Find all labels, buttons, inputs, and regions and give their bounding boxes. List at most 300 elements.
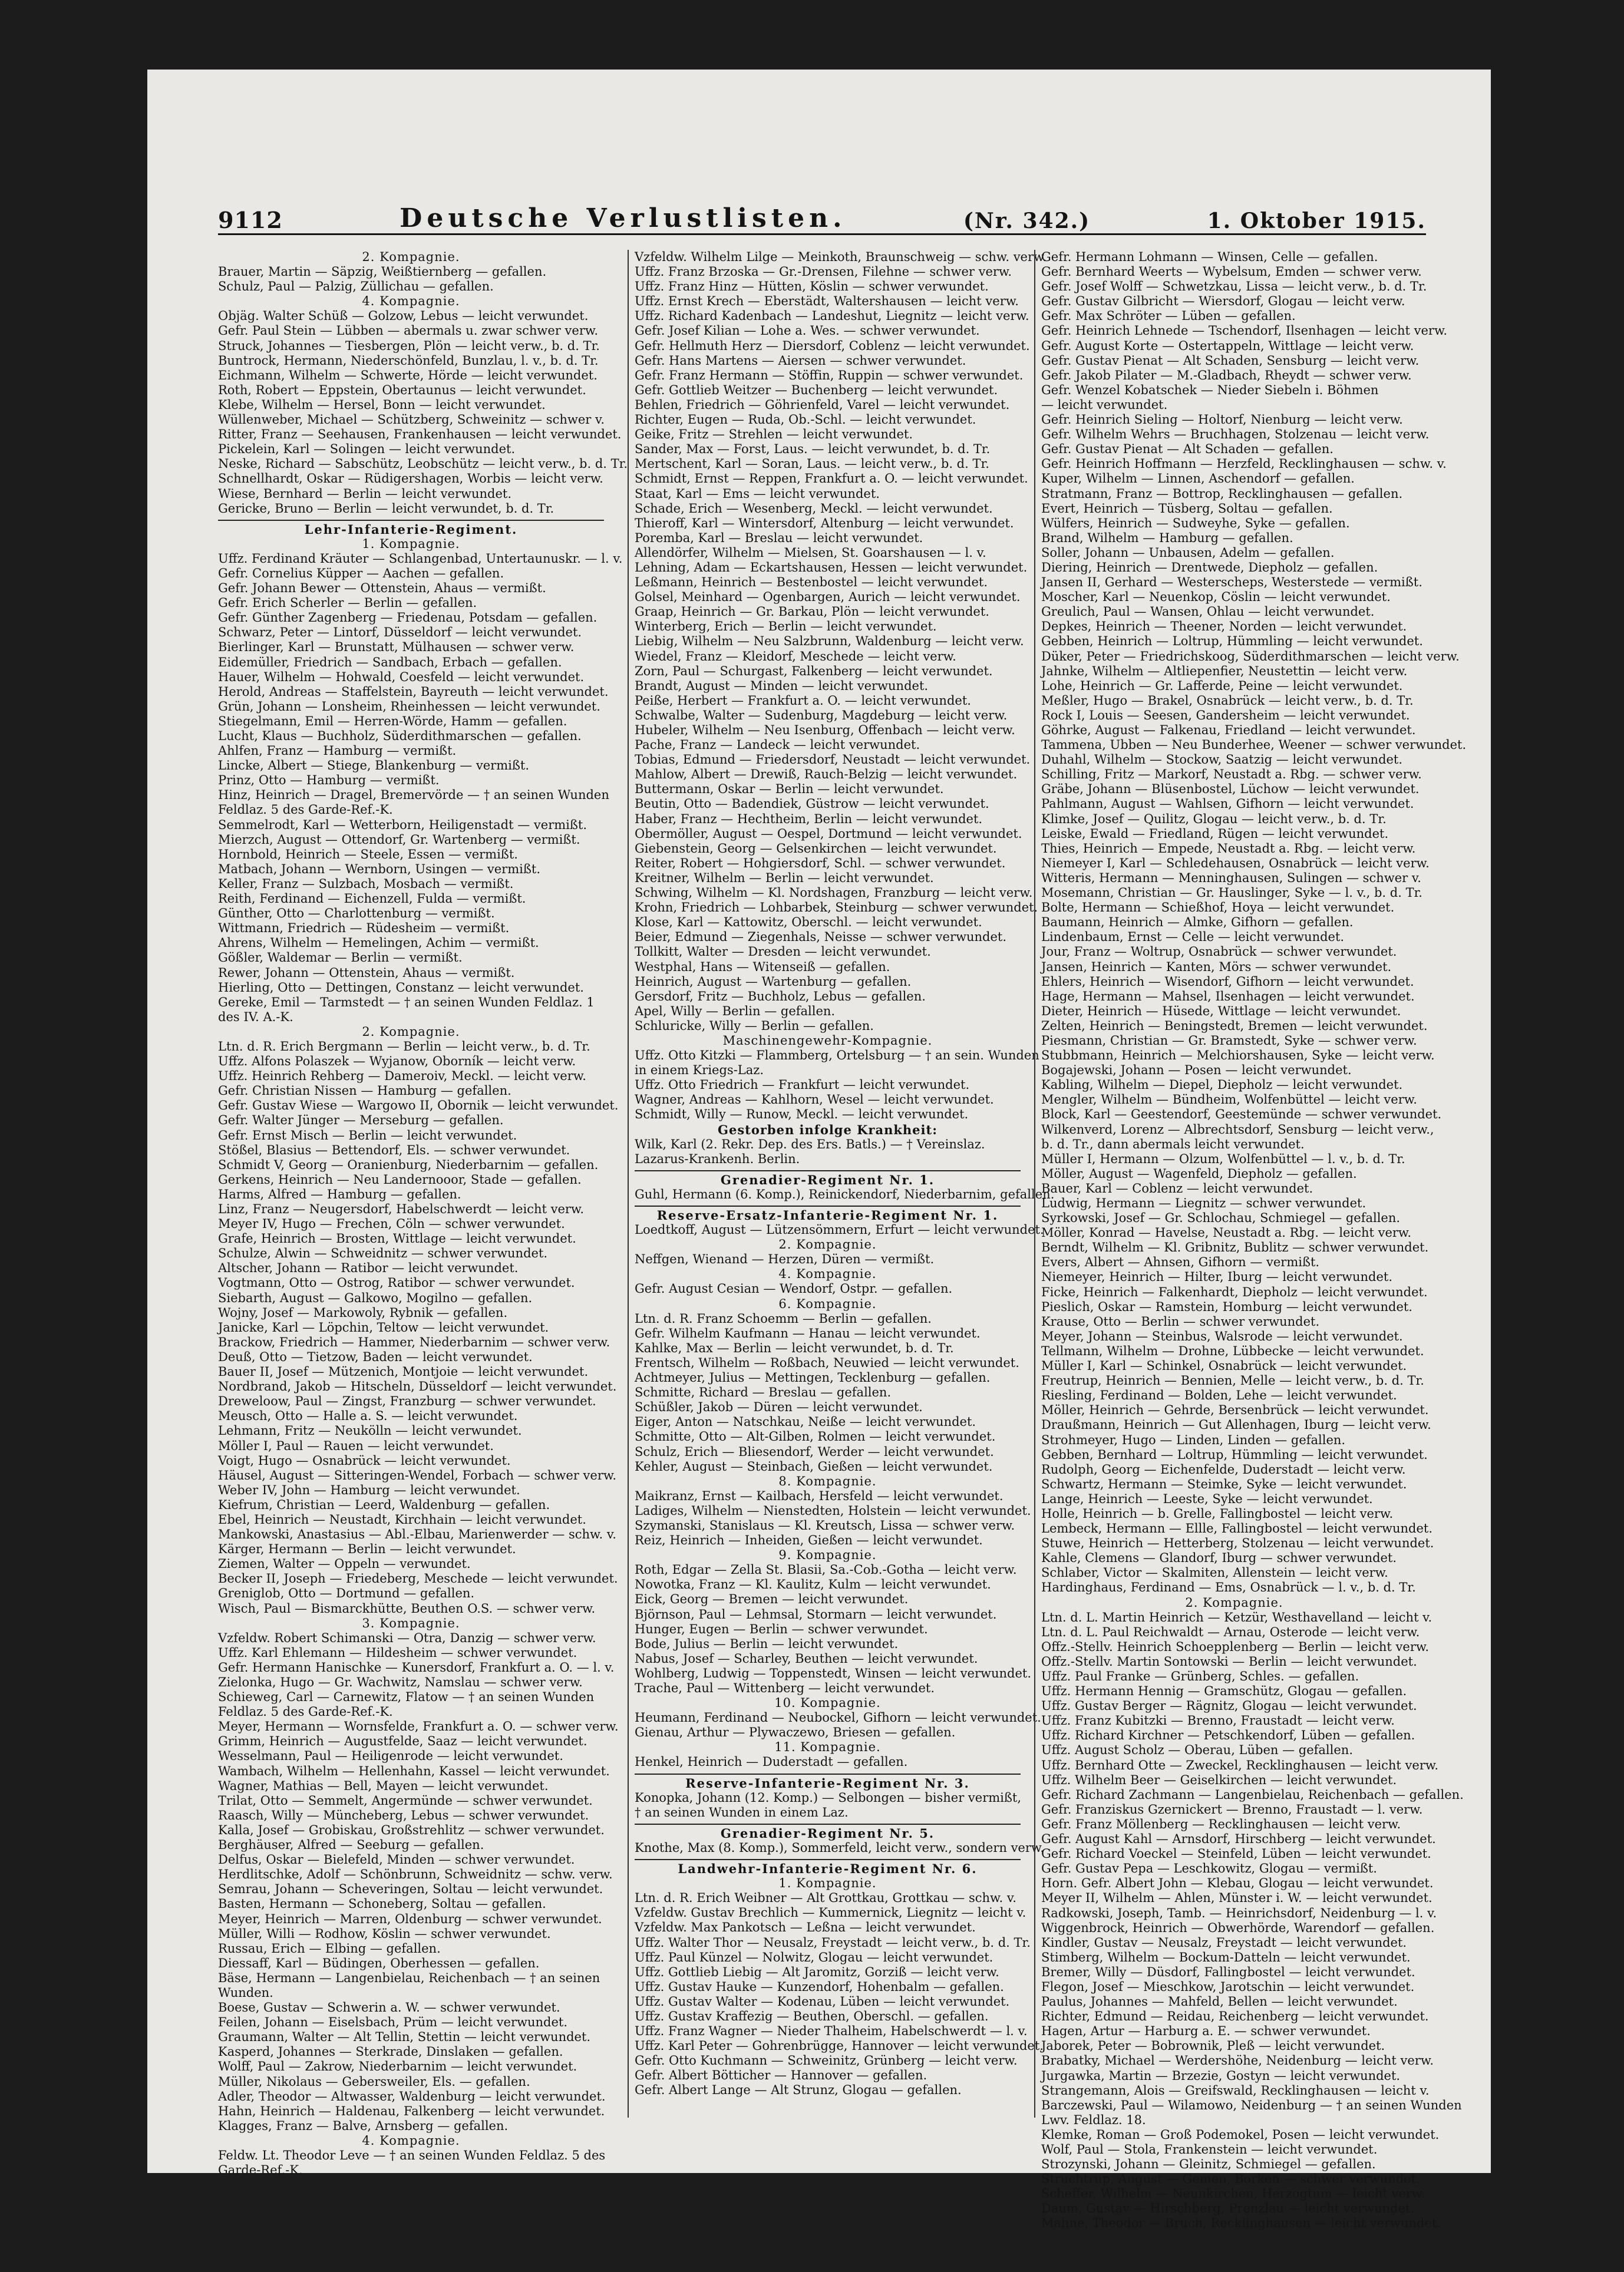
casualty-entry: Gefr. Wilhelm Kaufmann — Hanau — leicht verwundet. bbox=[635, 1326, 981, 1340]
casualty-entry: Müller I, Karl — Schinkel, Osnabrück — leicht verwundet. bbox=[1041, 1359, 1407, 1373]
casualty-entry: Bremer, Willy — Düsdorf, Fallingbostel — leicht verwundet. bbox=[1041, 1964, 1415, 1979]
casualty-entry: Piesmann, Christian — Gr. Bramstedt, Syke — schwer verw. bbox=[1041, 1033, 1417, 1048]
casualty-entry: Vzfeldw. Gustav Brechlich — Kummernick, Liegnitz — leicht v. bbox=[635, 1906, 1026, 1920]
regiment-heading: Lehr-Infanterie-Regiment. bbox=[218, 520, 604, 537]
casualty-entry: Ebel, Heinrich — Neustadt, Kirchhain — leicht verwundet. bbox=[218, 1512, 586, 1527]
casualty-entry: Bolte, Hermann — Schießhof, Hoya — leicht verwundet. bbox=[1041, 900, 1395, 915]
casualty-entry: Gefr. Johann Bewer — Ottenstein, Ahaus — vermißt. bbox=[218, 581, 546, 596]
casualty-entry: Bäse, Hermann — Langenbielau, Reichenbach — † an seinen bbox=[218, 1970, 600, 1985]
casualty-entry: Geike, Fritz — Strehlen — leicht verwundet. bbox=[635, 427, 913, 442]
casualty-entry: Boese, Gustav — Schwerin a. W. — schwer verwundet. bbox=[218, 2000, 560, 2015]
casualty-entry: Roth, Edgar — Zella St. Blasii, Sa.-Cob.-Gotha — leicht verw. bbox=[635, 1563, 1017, 1577]
casualty-entry: Peiße, Herbert — Frankfurt a. O. — leicht verwundet. bbox=[635, 693, 971, 708]
casualty-entry: Gefr. Wenzel Kobatschek — Nieder Siebeln i. Böhmen bbox=[1041, 382, 1379, 397]
casualty-entry: Henkel, Heinrich — Duderstadt — gefallen. bbox=[635, 1755, 908, 1769]
casualty-entry: Gefr. Ernst Misch — Berlin — leicht verwundet. bbox=[218, 1128, 517, 1142]
casualty-entry: Staat, Karl — Ems — leicht verwundet. bbox=[635, 486, 880, 501]
casualty-entry: Gefr. Günther Zagenberg — Friedenau, Potsdam — gefallen. bbox=[218, 610, 598, 625]
casualty-entry: Lucht, Klaus — Buchholz, Süderdithmarschen — gefallen. bbox=[218, 729, 582, 743]
casualty-entry: Uffz. Ferdinand Kräuter — Schlangenbad, Untertaunuskr. — l. v. bbox=[218, 551, 623, 566]
casualty-entry: Lincke, Albert — Stiege, Blankenburg — vermißt. bbox=[218, 758, 529, 773]
casualty-entry: Zelten, Heinrich — Beningstedt, Bremen — leicht verwundet. bbox=[1041, 1018, 1428, 1033]
casualty-entry: Siebarth, August — Galkowo, Mogilno — gefallen. bbox=[218, 1290, 533, 1305]
casualty-entry: Gräbe, Johann — Blüsenbostel, Lüchow — leicht verwundet. bbox=[1041, 782, 1420, 797]
company-heading: 10. Kompagnie. bbox=[774, 1696, 881, 1710]
casualty-entry: Holle, Heinrich — b. Grelle, Fallingbostel — leicht verw. bbox=[1041, 1506, 1394, 1521]
casualty-entry: Schluricke, Willy — Berlin — gefallen. bbox=[635, 1018, 874, 1033]
casualty-entry: Prinz, Otto — Hamburg — vermißt. bbox=[218, 773, 440, 788]
casualty-entry: Syrkowski, Josef — Gr. Schlochau, Schmiegel — gefallen. bbox=[1041, 1211, 1401, 1226]
casualty-entry: Grün, Johann — Lonsheim, Rheinhessen — leicht verwundet. bbox=[218, 699, 600, 714]
casualty-entry: Feldlaz. 5 des Garde-Ref.-K. bbox=[218, 803, 393, 817]
casualty-entry: Grafe, Heinrich — Brosten, Wittlage — leicht verwundet. bbox=[218, 1231, 576, 1246]
casualty-entry: Feilen, Johann — Eiselsbach, Prüm — leicht verwundet. bbox=[218, 2015, 567, 2030]
casualty-entry: Uffz. Gottlieb Liebig — Alt Jaromitz, Gorziß — leicht verw. bbox=[635, 1964, 999, 1979]
casualty-entry: Gefr. Gustav Pienat — Alt Schaden, Sensburg — leicht verw. bbox=[1041, 353, 1420, 368]
casualty-entry: Jaborek, Peter — Bobrownik, Pleß — leicht verwundet. bbox=[1041, 2039, 1385, 2053]
company-heading: 4. Kompagnie. bbox=[362, 2133, 460, 2148]
casualty-entry: Giebenstein, Georg — Gelsenkirchen — leicht verwundet. bbox=[635, 841, 997, 856]
casualty-entry: Greniglob, Otto — Dortmund — gefallen. bbox=[218, 1586, 475, 1601]
casualty-entry: Beutin, Otto — Badendiek, Güstrow — leicht verwundet. bbox=[635, 797, 989, 811]
casualty-entry: Struchtrup, August — Gemen, Borken — schwer verwundet. bbox=[1041, 2172, 1420, 2187]
casualty-entry: Schmidt, Ernst — Reppen, Frankfurt a. O. — leicht verwundet. bbox=[635, 471, 1028, 486]
regiment-heading: Reserve-Ersatz-Infanterie-Regiment Nr. 1. bbox=[635, 1206, 1021, 1223]
casualty-entry: Vzfeldw. Robert Schimanski — Otra, Danzig — schwer verw. bbox=[218, 1630, 596, 1645]
casualty-entry: Meusch, Otto — Halle a. S. — leicht verwundet. bbox=[218, 1409, 518, 1424]
casualty-entry: Mankowski, Anastasius — Abl.-Elbau, Marienwerder — schw. v. bbox=[218, 1527, 616, 1542]
casualty-entry: Garde-Ref.-K. bbox=[218, 2163, 303, 2178]
casualty-entry: b. d. Tr., dann abermals leicht verwundet. bbox=[1041, 1137, 1305, 1151]
casualty-entry: Thies, Heinrich — Empede, Neustadt a. Rbg. — leicht verw. bbox=[1041, 841, 1416, 856]
casualty-entry: Lindenbaum, Ernst — Celle — leicht verwundet. bbox=[1041, 930, 1345, 945]
company-heading: 11. Kompagnie. bbox=[774, 1740, 881, 1755]
casualty-entry: Uffz. Hermann Hennig — Gramschütz, Glogau — gefallen. bbox=[1041, 1684, 1407, 1699]
casualty-entry: Uffz. Gustav Berger — Rägnitz, Glogau — leicht verwundet. bbox=[1041, 1699, 1417, 1713]
casualty-entry: Zielonka, Hugo — Gr. Wachwitz, Namslau — schwer verw. bbox=[218, 1675, 583, 1689]
casualty-entry: Heumann, Ferdinand — Neubockel, Gifhorn — leicht verwundet. bbox=[635, 1710, 1041, 1725]
casualty-entry: Lwv. Feldlaz. 18. bbox=[1041, 2112, 1146, 2127]
casualty-entry: Gefr. Wilhelm Wehrs — Bruchhagen, Stolzenau — leicht verw. bbox=[1041, 427, 1430, 442]
casualty-entry: Uffz. Franz Kubitzki — Brenno, Fraustadt — leicht verw. bbox=[1041, 1713, 1395, 1728]
casualty-entry: Uffz. Paul Künzel — Nolwitz, Glogau — leicht verwundet. bbox=[635, 1950, 993, 1964]
scanned-page bbox=[147, 70, 1491, 2231]
casualty-entry: Klose, Karl — Kattowitz, Oberschl. — leicht verwundet. bbox=[635, 915, 982, 930]
casualty-entry: Objäg. Walter Schüß — Golzow, Lebus — leicht verwundet. bbox=[218, 309, 589, 323]
regiment-heading: Grenadier-Regiment Nr. 5. bbox=[635, 1824, 1021, 1841]
casualty-entry: Pieslich, Oskar — Ramstein, Homburg — leicht verwundet. bbox=[1041, 1299, 1412, 1314]
casualty-entry: Ltn. d. R. Franz Schoemm — Berlin — gefallen. bbox=[635, 1311, 932, 1326]
casualty-entry: Uffz. Franz Hinz — Hütten, Köslin — schwer verwundet. bbox=[635, 279, 989, 294]
casualty-entry: Leiske, Ewald — Friedland, Rügen — leicht verwundet. bbox=[1041, 826, 1389, 841]
casualty-entry: Gebben, Bernhard — Loltrup, Hümmling — leicht verwundet. bbox=[1041, 1447, 1428, 1462]
casualty-entry: Jour, Franz — Woltrup, Osnabrück — schwer verwundet. bbox=[1041, 945, 1397, 959]
casualty-entry: Pickelein, Karl — Solingen — leicht verwundet. bbox=[218, 442, 516, 457]
casualty-entry: Winterberg, Erich — Berlin — leicht verwundet. bbox=[635, 619, 937, 634]
casualty-entry: Schwarz, Peter — Lintorf, Düsseldorf — leicht verwundet. bbox=[218, 625, 582, 640]
casualty-entry: Ritter, Franz — Seehausen, Frankenhausen — leicht verwundet. bbox=[218, 427, 622, 442]
casualty-entry: Gefr. Richard Zachmann — Langenbielau, Reichenbach — gefallen. bbox=[1041, 1787, 1464, 1802]
casualty-entry: Semmelrodt, Karl — Wetterborn, Heiligenstadt — vermißt. bbox=[218, 817, 587, 832]
casualty-entry: Niemeyer, Heinrich — Hilter, Iburg — leicht verwundet. bbox=[1041, 1270, 1392, 1284]
casualty-entry: Hierling, Otto — Dettingen, Constanz — leicht verwundet. bbox=[218, 980, 584, 995]
casualty-entry: Uffz. Gustav Walter — Kodenau, Lüben — leicht verwundet. bbox=[635, 1994, 1010, 2009]
casualty-entry: † an seinen Wunden in einem Laz. bbox=[635, 1805, 849, 1819]
casualty-entry: Barczewski, Paul — Wilamowo, Neidenburg — † an seinen Wunden bbox=[1041, 2098, 1462, 2112]
casualty-entry: Leßmann, Heinrich — Bestenbostel — leicht verwundet. bbox=[635, 575, 988, 590]
casualty-entry: Schwing, Wilhelm — Kl. Nordshagen, Franzburg — leicht verw. bbox=[635, 886, 1033, 900]
casualty-entry: Strozynski, Johann — Gleinitz, Schmiegel — gefallen. bbox=[1041, 2157, 1376, 2172]
casualty-entry: Herdlitschke, Adolf — Schönbrunn, Schweidnitz — schw. verw. bbox=[218, 1867, 613, 1882]
casualty-entry: in einem Kriegs-Laz. bbox=[635, 1063, 764, 1078]
casualty-entry: Berndt, Wilhelm — Kl. Gribnitz, Bublitz — schwer verwundet. bbox=[1041, 1240, 1429, 1255]
casualty-entry: Beier, Edmund — Ziegenhals, Neisse — schwer verwundet. bbox=[635, 930, 1007, 945]
casualty-entry: Meyer IV, Hugo — Frechen, Cöln — schwer verwundet. bbox=[218, 1217, 565, 1231]
casualty-entry: Ltn. d. R. Erich Bergmann — Berlin — leicht verw., b. d. Tr. bbox=[218, 1039, 590, 1054]
company-heading: 6. Kompagnie. bbox=[778, 1296, 877, 1311]
casualty-entry: Uffz. Walter Thor — Neusalz, Freystadt — leicht verw., b. d. Tr. bbox=[635, 1935, 1031, 1950]
casualty-entry: Brackow, Friedrich — Hammer, Niederbarnim — schwer verw. bbox=[218, 1335, 610, 1349]
casualty-entry: Gefr. Josef Kilian — Lohe a. Wes. — schwer verwundet. bbox=[635, 323, 980, 338]
casualty-entry: Schlaber, Victor — Skalmiten, Allenstein — leicht verw. bbox=[1041, 1566, 1388, 1580]
casualty-entry: Behlen, Friedrich — Göhrienfeld, Varel — leicht verwundet. bbox=[635, 397, 1010, 412]
casualty-entry: Konopka, Johann (12. Komp.) — Selbongen — bisher vermißt, bbox=[635, 1790, 1022, 1805]
casualty-entry: Ziemen, Walter — Oppeln — verwundet. bbox=[218, 1557, 471, 1571]
casualty-entry: Schmidt V, Georg — Oranienburg, Niederbarnim — gefallen. bbox=[218, 1157, 599, 1172]
casualty-entry: Gößler, Waldemar — Berlin — vermißt. bbox=[218, 950, 463, 965]
casualty-entry: Kuper, Wilhelm — Linnen, Aschendorf — gefallen. bbox=[1041, 471, 1355, 486]
casualty-entry: Gefr. Gottlieb Weitzer — Buchenberg — leicht verwundet. bbox=[635, 382, 998, 397]
casualty-entry: Freutrup, Heinrich — Bennien, Melle — leicht verw., b. d. Tr. bbox=[1041, 1373, 1424, 1388]
casualty-entry: Flegon, Josef — Mieschkow, Jarotschin — leicht verwundet. bbox=[1041, 1979, 1415, 1994]
casualty-entry: Weber IV, John — Hamburg — leicht verwundet. bbox=[218, 1482, 520, 1497]
casualty-entry: Uffz. August Scholz — Oberau, Lüben — gefallen. bbox=[1041, 1743, 1353, 1758]
casualty-entry: Möller, August — Wagenfeld, Diepholz — gefallen. bbox=[1041, 1166, 1357, 1181]
casualty-entry: Uffz. Otto Friedrich — Frankfurt — leicht verwundet. bbox=[635, 1078, 970, 1092]
casualty-entry: Meyer, Hermann — Wornsfelde, Frankfurt a. O. — schwer verw. bbox=[218, 1719, 619, 1734]
casualty-entry: Wunden. bbox=[218, 1985, 273, 2000]
casualty-entry: Nordbrand, Jakob — Hitscheln, Düsseldorf — leicht verwundet. bbox=[218, 1379, 617, 1394]
casualty-entry: Schilling, Fritz — Markorf, Neustadt a. Rbg. — schwer verw. bbox=[1041, 767, 1422, 782]
casualty-entry: Stimberg, Wilhelm — Bockum-Datteln — leicht verwundet. bbox=[1041, 1950, 1411, 1964]
casualty-entry: Meyer II, Wilhelm — Ahlen, Münster i. W. — leicht verwundet. bbox=[1041, 1891, 1432, 1906]
casualty-entry: Gefr. Franziskus Gzernickert — Brenno, Fraustadt — l. verw. bbox=[1041, 1802, 1423, 1817]
casualty-entry: Gefr. August Korte — Ostertappeln, Wittlage — leicht verw. bbox=[1041, 338, 1414, 353]
casualty-entry: Wilk, Karl (2. Rekr. Dep. des Ers. Batls.) — † Vereinslaz. bbox=[635, 1137, 985, 1151]
casualty-entry: Allendörfer, Wilhelm — Mielsen, St. Goarshausen — l. v. bbox=[635, 545, 986, 560]
casualty-entry: Mahlow, Albert — Drewiß, Rauch-Belzig — leicht verwundet. bbox=[635, 767, 1018, 782]
casualty-entry: Trache, Paul — Wittenberg — leicht verwundet. bbox=[635, 1681, 935, 1695]
casualty-entry: Bauer II, Josef — Mützenich, Montjoie — leicht verwundet. bbox=[218, 1365, 589, 1379]
casualty-entry: — leicht verwundet. bbox=[1041, 397, 1168, 412]
casualty-entry: Wilkenverd, Lorenz — Albrechtsdorf, Sensburg — leicht verw., bbox=[1041, 1122, 1434, 1137]
casualty-entry: Müller I, Hermann — Olzum, Wolfenbüttel — l. v., b. d. Tr. bbox=[1041, 1151, 1405, 1166]
company-heading: 8. Kompagnie. bbox=[778, 1474, 877, 1488]
casualty-entry: Nowotka, Franz — Kl. Kaulitz, Kulm — leicht verwundet. bbox=[635, 1577, 991, 1592]
casualty-entry: Uffz. Gustav Hauke — Kunzendorf, Hohenbalm — gefallen. bbox=[635, 1979, 1004, 1994]
casualty-entry: Wolff, Paul — Zakrow, Niederbarnim — leicht verwundet. bbox=[218, 2059, 577, 2074]
casualty-entry: Uffz. Franz Brzoska — Gr.-Drensen, Filehne — schwer verw. bbox=[635, 265, 1012, 279]
casualty-entry: Voigt, Hugo — Osnabrück — leicht verwundet. bbox=[218, 1453, 511, 1468]
casualty-entry: Ficke, Heinrich — Falkenhardt, Diepholz — leicht verwundet. bbox=[1041, 1284, 1428, 1299]
casualty-entry: Apel, Willy — Berlin — gefallen. bbox=[635, 1003, 836, 1018]
casualty-entry: Dieter, Heinrich — Hüsede, Wittlage — leicht verwundet. bbox=[1041, 1003, 1401, 1018]
casualty-entry: Jansen, Heinrich — Kanten, Mörs — schwer verwundet. bbox=[1041, 959, 1392, 974]
casualty-entry: Keller, Franz — Sulzbach, Mosbach — vermißt. bbox=[218, 876, 514, 891]
casualty-entry: Kärger, Hermann — Berlin — leicht verwundet. bbox=[218, 1542, 516, 1557]
casualty-entry: Kreitner, Wilhelm — Berlin — leicht verwundet. bbox=[635, 870, 934, 885]
casualty-entry: Mertschent, Karl — Soran, Laus. — leicht verw., b. d. Tr. bbox=[635, 457, 989, 471]
casualty-entry: Brand, Wilhelm — Hamburg — gefallen. bbox=[1041, 530, 1293, 545]
casualty-entry: Nabus, Josef — Scharley, Beuthen — leicht verwundet. bbox=[635, 1651, 978, 1666]
casualty-entry: Haber, Franz — Hechtheim, Berlin — leicht verwundet. bbox=[635, 811, 983, 826]
casualty-entry: Wiese, Bernhard — Berlin — leicht verwundet. bbox=[218, 486, 512, 501]
casualty-entry: Gefr. Hans Martens — Aiersen — schwer verwundet. bbox=[635, 353, 966, 368]
company-heading: 2. Kompagnie. bbox=[362, 1024, 460, 1039]
casualty-entry: Schulze, Alwin — Schweidnitz — schwer verwundet. bbox=[218, 1246, 548, 1261]
casualty-entry: Semrau, Johann — Scheveringen, Soltau — leicht verwundet. bbox=[218, 1882, 603, 1897]
publication-title: Deutsche Verlustlisten. bbox=[400, 203, 847, 233]
regiment-heading: Grenadier-Regiment Nr. 1. bbox=[635, 1170, 1021, 1187]
casualty-entry: Günther, Otto — Charlottenburg — vermißt. bbox=[218, 906, 495, 921]
casualty-entry: Bode, Julius — Berlin — leicht verwundet. bbox=[635, 1636, 899, 1651]
casualty-entry: Kalla, Josef — Grobiskau, Großstrehlitz — schwer verwundet. bbox=[218, 1822, 605, 1837]
casualty-entry: Grimm, Heinrich — Augustfelde, Saaz — leicht verwundet. bbox=[218, 1734, 587, 1749]
casualty-entry: Meßler, Hugo — Brakel, Osnabrück — leicht verw., b. d. Tr. bbox=[1041, 693, 1414, 708]
casualty-entry: Müller, Nikolaus — Gebersweiler, Els. — gefallen. bbox=[218, 2074, 530, 2089]
casualty-entry: Wagner, Andreas — Kahlhorn, Wesel — leicht verwundet. bbox=[635, 1092, 994, 1107]
casualty-entry: Berghäuser, Alfred — Seeburg — gefallen. bbox=[218, 1838, 484, 1852]
casualty-entry: Gefr. Max Schröter — Lüben — gefallen. bbox=[1041, 309, 1296, 323]
casualty-entry: Altscher, Johann — Ratibor — leicht verwundet. bbox=[218, 1261, 519, 1276]
casualty-entry: Möller, Heinrich — Gehrde, Bersenbrück — leicht verwundet. bbox=[1041, 1403, 1429, 1418]
casualty-entry: Wüllenweber, Michael — Schützberg, Schweinitz — schwer v. bbox=[218, 412, 605, 427]
casualty-entry: Moscher, Karl — Neuenkop, Cöslin — leicht verwundet. bbox=[1041, 590, 1391, 605]
section-heading: Gestorben infolge Krankheit: bbox=[718, 1122, 938, 1137]
casualty-entry: Stößel, Blasius — Bettendorf, Els. — schwer verwundet. bbox=[218, 1142, 570, 1157]
casualty-entry: Schmitte, Richard — Breslau — gefallen. bbox=[635, 1385, 892, 1400]
casualty-entry: Daum, Gustav — Hirschberg, Prenzlau — leicht verwundet. bbox=[1041, 2201, 1415, 2216]
casualty-entry: Brabatky, Michael — Werdershöhe, Neidenburg — leicht verw. bbox=[1041, 2053, 1434, 2068]
casualty-entry: Gefr. Jakob Pilater — M.-Gladbach, Rheydt — schwer verw. bbox=[1041, 368, 1412, 382]
casualty-entry: Uffz. Gustav Kraffezig — Beuthen, Oberschl. — gefallen. bbox=[635, 2009, 989, 2023]
casualty-entry: Kahlke, Max — Berlin — leicht verwundet, b. d. Tr. bbox=[635, 1340, 954, 1355]
casualty-entry: Rewer, Johann — Ottenstein, Ahaus — vermißt. bbox=[218, 965, 515, 980]
casualty-entry: Evers, Albert — Ahnsen, Gifhorn — vermißt. bbox=[1041, 1255, 1320, 1270]
casualty-entry: Adler, Theodor — Altwasser, Waldenburg — leicht verwundet. bbox=[218, 2089, 606, 2103]
casualty-entry: Harms, Alfred — Hamburg — gefallen. bbox=[218, 1187, 461, 1201]
company-heading: 2. Kompagnie. bbox=[1185, 1595, 1283, 1610]
casualty-entry: Knothe, Max (8. Komp.), Sommerfeld, leicht verw., sondern verw. bbox=[635, 1840, 1045, 1855]
casualty-entry: Offz.-Stellv. Heinrich Schoepplenberg — Berlin — leicht verw. bbox=[1041, 1639, 1430, 1654]
casualty-entry: Paulus, Johannes — Mahfeld, Bellen — leicht verwundet. bbox=[1041, 1994, 1398, 2009]
casualty-entry: Gefr. Richard Voeckel — Steinfeld, Lüben — leicht verwundet. bbox=[1041, 1847, 1431, 1861]
casualty-entry: Ltn. d. L. Paul Reichwaldt — Arnau, Osterode — leicht verw. bbox=[1041, 1624, 1420, 1639]
casualty-entry: Hardinghaus, Ferdinand — Ems, Osnabrück — l. v., b. d. Tr. bbox=[1041, 1580, 1416, 1595]
casualty-entry: Göhrke, August — Falkenau, Friedland — leicht verwundet. bbox=[1041, 723, 1416, 737]
casualty-entry: Baumann, Heinrich — Almke, Gifhorn — gefallen. bbox=[1041, 915, 1354, 930]
casualty-entry: Gefr. Heinrich Hoffmann — Herzfeld, Recklinghausen — schw. v. bbox=[1041, 457, 1447, 471]
newspaper-page bbox=[218, 199, 1467, 2231]
casualty-entry: Gefr. Heinrich Lehnede — Tschendorf, Ilsenhagen — leicht verw. bbox=[1041, 323, 1448, 338]
casualty-entry: Sander, Max — Forst, Laus. — leicht verwundet, b. d. Tr. bbox=[635, 442, 991, 457]
casualty-entry: Hauer, Wilhelm — Hohwald, Coesfeld — leicht verwundet. bbox=[218, 669, 585, 684]
casualty-entry: Richter, Eugen — Ruda, Ob.-Schl. — leicht verwundet. bbox=[635, 412, 976, 427]
company-heading: 4. Kompagnie. bbox=[362, 294, 460, 309]
casualty-entry: Ltn. d. L. Martin Heinrich — Ketzür, Westhavelland — leicht v. bbox=[1041, 1610, 1432, 1624]
casualty-entry: Roth, Robert — Eppstein, Obertaunus — leicht verwundet. bbox=[218, 382, 586, 397]
casualty-entry: Kindler, Gustav — Neusalz, Freystadt — leicht verwundet. bbox=[1041, 1935, 1407, 1950]
casualty-entry: Möller I, Paul — Rauen — leicht verwundet. bbox=[218, 1438, 494, 1453]
casualty-entry: Basten, Hermann — Schoneberg, Soltau — gefallen. bbox=[218, 1897, 546, 1911]
casualty-entry: Uffz. Karl Peter — Gohrenbrügge, Hannover — leicht verwundet. bbox=[635, 2039, 1044, 2053]
casualty-entry: Rudolph, Georg — Eichenfelde, Duderstadt — leicht verw. bbox=[1041, 1462, 1406, 1477]
company-heading: 3. Kompagnie. bbox=[362, 1616, 460, 1630]
casualty-entry: Bauer, Karl — Coblenz — leicht verwundet. bbox=[1041, 1181, 1313, 1196]
company-heading: 2. Kompagnie. bbox=[362, 250, 460, 264]
column-right bbox=[1034, 250, 1467, 2231]
casualty-entry: Gefr. Hermann Lohmann — Winsen, Celle — gefallen. bbox=[1041, 250, 1378, 264]
casualty-entry: Tollkitt, Walter — Dresden — leicht verwundet. bbox=[635, 945, 931, 959]
casualty-entry: Schnellhardt, Oskar — Rüdigershagen, Worbis — leicht verw. bbox=[218, 471, 603, 486]
casualty-entry: Mengler, Wilhelm — Bündheim, Wolfenbüttel — leicht verw. bbox=[1041, 1092, 1417, 1107]
casualty-entry: Gefr. Walter Jünger — Merseburg — gefallen. bbox=[218, 1113, 504, 1128]
casualty-entry: Uffz. Karl Ehlemann — Hildesheim — schwer verwundet. bbox=[218, 1645, 577, 1660]
casualty-entry: Buttermann, Oskar — Berlin — leicht verwundet. bbox=[635, 782, 944, 797]
casualty-entry: Uffz. Bernhard Otte — Zweckel, Recklinghausen — leicht verw. bbox=[1041, 1758, 1439, 1772]
casualty-entry: Jansen II, Gerhard — Westerscheps, Westerstede — vermißt. bbox=[1041, 575, 1422, 590]
casualty-entry: Brandt, August — Minden — leicht verwundet. bbox=[635, 678, 929, 693]
casualty-entry: Dreweloow, Paul — Zingst, Franzburg — schwer verwundet. bbox=[218, 1394, 596, 1409]
casualty-entry: Gereke, Emil — Tarmstedt — † an seinen Wunden Feldlaz. 1 bbox=[218, 995, 595, 1009]
casualty-entry: Lehning, Adam — Eckartshausen, Hessen — leicht verwundet. bbox=[635, 560, 1028, 574]
casualty-entry: Schüßler, Jakob — Düren — leicht verwundet. bbox=[635, 1400, 923, 1415]
issue-number: (Nr. 342.) bbox=[963, 209, 1091, 233]
casualty-entry: Mosemann, Christian — Gr. Hauslinger, Syke — l. v., b. d. Tr. bbox=[1041, 886, 1422, 900]
casualty-entry: Gefr. Gustav Pienat — Alt Schaden — gefallen. bbox=[1041, 442, 1333, 457]
casualty-entry: Obermöller, August — Oespel, Dortmund — leicht verwundet. bbox=[635, 826, 1022, 841]
casualty-entry: Stuwe, Heinrich — Hetterberg, Stolzenau — leicht verwundet. bbox=[1041, 1536, 1434, 1551]
column-middle bbox=[628, 250, 1055, 2118]
casualty-entry: Hahn, Heinrich — Haldenau, Falkenberg — leicht verwundet. bbox=[218, 2103, 605, 2118]
casualty-entry: Niemeyer I, Karl — Schledehausen, Osnabrück — leicht verw. bbox=[1041, 856, 1430, 870]
casualty-entry: Richter, Edmund — Reidau, Reichenberg — leicht verwundet. bbox=[1041, 2009, 1429, 2024]
casualty-entry: Schieweg, Carl — Carnewitz, Flatow — † an seinen Wunden bbox=[218, 1690, 595, 1705]
casualty-entry: Offz.-Stellv. Martin Sontowski — Berlin — leicht verwundet. bbox=[1041, 1654, 1417, 1669]
casualty-entry: Gefr. Cornelius Küpper — Aachen — gefallen. bbox=[218, 566, 504, 580]
casualty-entry: Diessaff, Karl — Büdingen, Oberhessen — gefallen. bbox=[218, 1956, 540, 1970]
casualty-entry: Strangemann, Alois — Greifswald, Recklinghausen — leicht v. bbox=[1041, 2083, 1430, 2098]
casualty-entry: Eick, Georg — Bremen — leicht verwundet. bbox=[635, 1592, 909, 1607]
casualty-entry: Herold, Andreas — Staffelstein, Bayreuth — leicht verwundet. bbox=[218, 684, 609, 699]
casualty-entry: Kabling, Wilhelm — Diepel, Diepholz — leicht verwundet. bbox=[1041, 1078, 1403, 1092]
casualty-entry: Scheffer, Wilhelm — Neunkirchen, Herzogtum — leicht verw. bbox=[1041, 2187, 1425, 2201]
casualty-entry: Eidemüller, Friedrich — Sandbach, Erbach — gefallen. bbox=[218, 655, 562, 669]
casualty-entry: Gerkens, Heinrich — Neu Landernooor, Stade — gefallen. bbox=[218, 1172, 582, 1187]
casualty-entry: Gebben, Heinrich — Loltrup, Hümmling — leicht verwundet. bbox=[1041, 634, 1423, 649]
casualty-entry: Lembeck, Hermann — Ellle, Fallingbostel — leicht verwundet. bbox=[1041, 1521, 1433, 1536]
casualty-entry: Gersdorf, Fritz — Buchholz, Lebus — gefallen. bbox=[635, 989, 926, 1003]
casualty-entry: Gefr. Hermann Hanischke — Kunersdorf, Frankfurt a. O. — l. v. bbox=[218, 1660, 615, 1675]
casualty-entry: Buntrock, Hermann, Niederschönfeld, Bunzlau, l. v., b. d. Tr. bbox=[218, 353, 599, 368]
casualty-entry: Ahrens, Wilhelm — Hemelingen, Achim — vermißt. bbox=[218, 936, 539, 950]
casualty-entry: Gefr. Gustav Gilbricht — Wiersdorf, Glogau — leicht verw. bbox=[1041, 294, 1405, 309]
casualty-entry: Diering, Heinrich — Drentwede, Diepholz — gefallen. bbox=[1041, 560, 1378, 574]
casualty-entry: Schulz, Erich — Bliesendorf, Werder — leicht verwundet. bbox=[635, 1444, 994, 1459]
casualty-entry: Gefr. Gustav Pepa — Leschkowitz, Glogau — vermißt. bbox=[1041, 1861, 1377, 1876]
casualty-entry: Maikranz, Ernst — Kailbach, Hersfeld — leicht verwundet. bbox=[635, 1488, 1004, 1503]
casualty-entry: Block, Karl — Geestendorf, Geestemünde — schwer verwundet. bbox=[1041, 1107, 1442, 1122]
casualty-entry: Lazarus-Krankenh. Berlin. bbox=[635, 1151, 800, 1166]
casualty-entry: Gefr. Erich Scherler — Berlin — gefallen. bbox=[218, 596, 477, 610]
casualty-entry: Vogtmann, Otto — Ostrog, Ratibor — schwer verwundet. bbox=[218, 1276, 575, 1290]
casualty-entry: Gefr. Hellmuth Herz — Diersdorf, Coblenz — leicht verwundet. bbox=[635, 338, 1030, 353]
casualty-entry: Wülfers, Heinrich — Sudweyhe, Syke — gefallen. bbox=[1041, 516, 1350, 530]
casualty-entry: Schwartz, Hermann — Steimke, Syke — leicht verwundet. bbox=[1041, 1477, 1407, 1491]
casualty-entry: Müller, Willi — Rodhow, Köslin — schwer verwundet. bbox=[218, 1926, 551, 1941]
casualty-entry: Bierlinger, Karl — Brunstatt, Mülhausen — schwer verw. bbox=[218, 640, 575, 655]
casualty-entry: Ahlfen, Franz — Hamburg — vermißt. bbox=[218, 744, 457, 758]
casualty-entry: Liebig, Wilhelm — Neu Salzbrunn, Waldenburg — leicht verw. bbox=[635, 634, 1024, 649]
casualty-entry: Gefr. Bernhard Weerts — Wybelsum, Emden — schwer verw. bbox=[1041, 265, 1422, 279]
casualty-entry: Jahnke, Wilhelm — Altliepenfier, Neustettin — leicht verw. bbox=[1041, 663, 1408, 678]
casualty-entry: Stubbmann, Heinrich — Melchiorshausen, Syke — leicht verw. bbox=[1041, 1048, 1435, 1063]
company-heading: 4. Kompagnie. bbox=[778, 1267, 877, 1282]
casualty-entry: Wojny, Josef — Markowoly, Rybnik — gefallen. bbox=[218, 1305, 508, 1320]
casualty-entry: Wiedel, Franz — Kleidorf, Meschede — leicht verw. bbox=[635, 649, 956, 663]
casualty-entry: Stiegelmann, Emil — Herren-Wörde, Hamm — gefallen. bbox=[218, 714, 567, 728]
casualty-entry: Rock I, Louis — Seesen, Gandersheim — leicht verwundet. bbox=[1041, 708, 1410, 722]
casualty-entry: Uffz. Paul Franke — Grünberg, Schles. — gefallen. bbox=[1041, 1669, 1359, 1683]
casualty-entry: Vzfeldw. Max Pankotsch — Leßna — leicht verwundet. bbox=[635, 1920, 976, 1935]
casualty-entry: Pache, Franz — Landeck — leicht verwundet. bbox=[635, 738, 920, 752]
casualty-entry: Soller, Johann — Unbausen, Adelm — gefallen. bbox=[1041, 545, 1335, 560]
casualty-entry: Raasch, Willy — Müncheberg, Lebus — schwer verwundet. bbox=[218, 1808, 589, 1822]
casualty-entry: Gefr. Otto Kuchmann — Schweinitz, Grünberg — leicht verw. bbox=[635, 2053, 1018, 2068]
casualty-entry: Gericke, Bruno — Berlin — leicht verwundet, b. d. Tr. bbox=[218, 501, 554, 516]
casualty-entry: Gefr. Albert Lange — Alt Strunz, Glogau — gefallen. bbox=[635, 2083, 962, 2098]
casualty-entry: Krause, Otto — Berlin — schwer verwundet. bbox=[1041, 1314, 1320, 1329]
casualty-entry: Hubeler, Wilhelm — Neu Isenburg, Offenbach — leicht verw. bbox=[635, 723, 1015, 737]
casualty-entry: Klemke, Roman — Groß Podemokel, Posen — leicht verwundet. bbox=[1041, 2127, 1440, 2142]
casualty-entry: Gefr. Paul Stein — Lübben — abermals u. zwar schwer verw. bbox=[218, 323, 599, 338]
casualty-entry: Mahne, Theodor — Bruch, Recklinghausen — leicht verwundet. bbox=[1041, 2216, 1441, 2231]
casualty-entry: Klagges, Franz — Balve, Arnsberg — gefallen. bbox=[218, 2118, 509, 2133]
casualty-entry: Bogajewski, Johann — Posen — leicht verwundet. bbox=[1041, 1063, 1352, 1078]
casualty-entry: Poremba, Karl — Breslau — leicht verwundet. bbox=[635, 530, 923, 545]
casualty-entry: Brauer, Martin — Säpzig, Weißtiernberg — gefallen. bbox=[218, 265, 547, 279]
casualty-entry: Pahlmann, August — Wahlsen, Gifhorn — leicht verwundet. bbox=[1041, 797, 1414, 811]
casualty-entry: Deuß, Otto — Tietzow, Baden — leicht verwundet. bbox=[218, 1349, 533, 1364]
casualty-entry: Klebe, Wilhelm — Hersel, Bonn — leicht verwundet. bbox=[218, 397, 546, 412]
casualty-entry: Feldw. Lt. Theodor Leve — † an seinen Wunden Feldlaz. 5 des bbox=[218, 2148, 606, 2162]
casualty-entry: Struck, Johannes — Tiesbergen, Plön — leicht verw., b. d. Tr. bbox=[218, 338, 600, 353]
casualty-entry: Riesling, Ferdinand — Bolden, Lehe — leicht verwundet. bbox=[1041, 1388, 1397, 1403]
casualty-entry: Lohe, Heinrich — Gr. Lafferde, Peine — leicht verwundet. bbox=[1041, 678, 1403, 693]
casualty-entry: Achtmeyer, Julius — Mettingen, Tecklenburg — gefallen. bbox=[635, 1371, 991, 1385]
casualty-entry: Tellmann, Wilhelm — Drohne, Lübbecke — leicht verwundet. bbox=[1041, 1343, 1424, 1358]
casualty-entry: Guhl, Hermann (6. Komp.), Reinickendorf, Niederbarnim, gefallen. bbox=[635, 1187, 1055, 1201]
casualty-entry: Becker II, Joseph — Friedeberg, Meschede — leicht verwundet. bbox=[218, 1571, 618, 1586]
casualty-entry: Jurgawka, Martin — Brzezie, Gostyn — leicht verwundet. bbox=[1041, 2068, 1401, 2083]
casualty-entry: Düker, Peter — Friedrichskoog, Süderdithmarschen — leicht verw. bbox=[1041, 649, 1460, 663]
company-heading: 1. Kompagnie. bbox=[778, 1876, 877, 1891]
casualty-entry: Hornbold, Heinrich — Steele, Essen — vermißt. bbox=[218, 847, 518, 861]
casualty-entry: Russau, Erich — Elbing — gefallen. bbox=[218, 1941, 441, 1956]
casualty-entry: Feldlaz. 5 des Garde-Ref.-K. bbox=[218, 1705, 393, 1719]
casualty-entry: Lange, Heinrich — Leeste, Syke — leicht verwundet. bbox=[1041, 1491, 1373, 1506]
casualty-entry: Heinrich, August — Wartenburg — gefallen. bbox=[635, 974, 912, 989]
